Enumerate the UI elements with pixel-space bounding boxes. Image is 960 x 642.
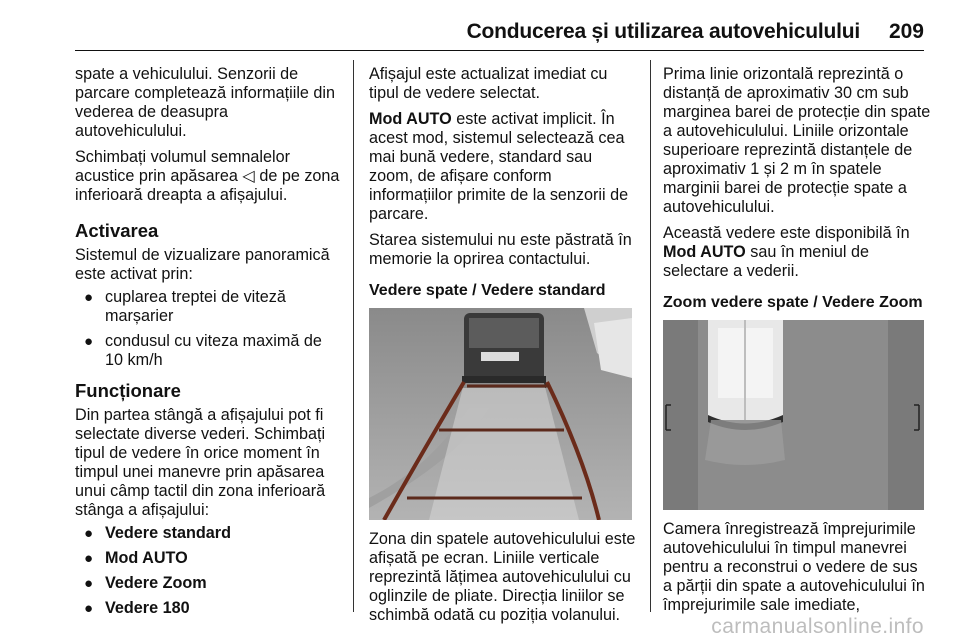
view-list <box>75 524 343 618</box>
paragraph: Această vedere este disponibilă în Mod AUTO sau în meniul de selectare a vederii. <box>663 224 910 280</box>
activation-list <box>75 288 343 370</box>
section-heading-operation: Funcționare <box>75 380 181 401</box>
page-number: 209 <box>888 20 924 43</box>
section-heading-rear-view: Vedere spate / Vedere standard <box>369 282 606 299</box>
bullet-icon: ● <box>84 600 94 617</box>
rear-camera-standard-view-image <box>369 308 632 520</box>
watermark-text: carmanualsonline.info <box>711 615 924 638</box>
rear-camera-zoom-view-image <box>663 320 924 510</box>
column-divider-1 <box>353 60 354 612</box>
column-2 <box>369 65 637 632</box>
bullet-icon: ● <box>84 550 94 567</box>
paragraph: Zona din spatele autovehiculului este afișată pe ecran. Liniile verticale reprezintă lățimea autovehiculului cu oglinzile de pliate. Direcția liniilor se schimbă odată cu poziția volanului. <box>369 530 636 624</box>
paragraph: Mod AUTO este activat implicit. În acest mod, sistemul selectează cea mai bună vedere, standard sau zoom, de afișare conform informațiilor primite de la senzorii de parcare. <box>369 110 629 223</box>
column-divider-2 <box>650 60 651 612</box>
list-item: ● Vedere 180 <box>84 599 190 617</box>
bullet-icon: ● <box>84 575 94 592</box>
paragraph: Afișajul este actualizat imediat cu tipul de vedere selectat. <box>369 65 608 102</box>
paragraph: Schimbați volumul semnalelor acustice prin apăsarea ◁ de pe zona inferioară dreapta a afișajului. <box>75 148 340 204</box>
page-header <box>0 0 960 56</box>
chapter-title: Conducerea și utilizarea autovehiculului <box>466 20 860 43</box>
header-rule <box>75 50 924 51</box>
paragraph: Prima linie orizontală reprezintă o distanță de aproximativ 30 cm sub marginea barei de protecție din spate a autovehiculului. Liniile orizontale superioare reprezintă distanțele de aproximativ 1 și 2 m în spatele marginii barei de protecție spate a autovehiculului. <box>663 65 931 216</box>
list-item: ● cuplarea treptei de viteză marșarier <box>84 288 286 325</box>
list-item: ● Mod AUTO <box>84 549 188 567</box>
list-item: ● Vedere Zoom <box>84 574 207 592</box>
column-3 <box>663 65 931 622</box>
section-heading-activation: Activarea <box>75 220 159 241</box>
bullet-icon: ● <box>84 289 94 306</box>
bullet-icon: ● <box>84 333 94 350</box>
bullet-icon: ● <box>84 525 94 542</box>
section-heading-zoom-view: Zoom vedere spate / Vedere Zoom <box>663 294 923 311</box>
list-item: ● condusul cu viteza maximă de 10 km/h <box>84 332 322 369</box>
paragraph: Sistemul de vizualizare panoramică este activat prin: <box>75 246 330 283</box>
paragraph: Camera înregistrează împrejurimile autovehiculului în timpul manevrei pentru a reconstrui o vedere de sus a părții din spate a autovehiculului în împrejurimile sale imediate, <box>663 520 925 614</box>
paragraph: Starea sistemului nu este păstrată în memorie la oprirea contactului. <box>369 231 632 268</box>
list-item: ● Vedere standard <box>84 524 231 542</box>
paragraph: spate a vehiculului. Senzorii de parcare completează informațiile din vederea de deasupra autovehiculului. <box>75 65 336 140</box>
paragraph: Din partea stângă a afișajului pot fi selectate diverse vederi. Schimbați tipul de vedere în orice moment în timpul unei manevre prin apăsarea unui câmp tactil din zona inferioară stânga a afișajului: <box>75 406 326 519</box>
column-1 <box>75 65 343 624</box>
